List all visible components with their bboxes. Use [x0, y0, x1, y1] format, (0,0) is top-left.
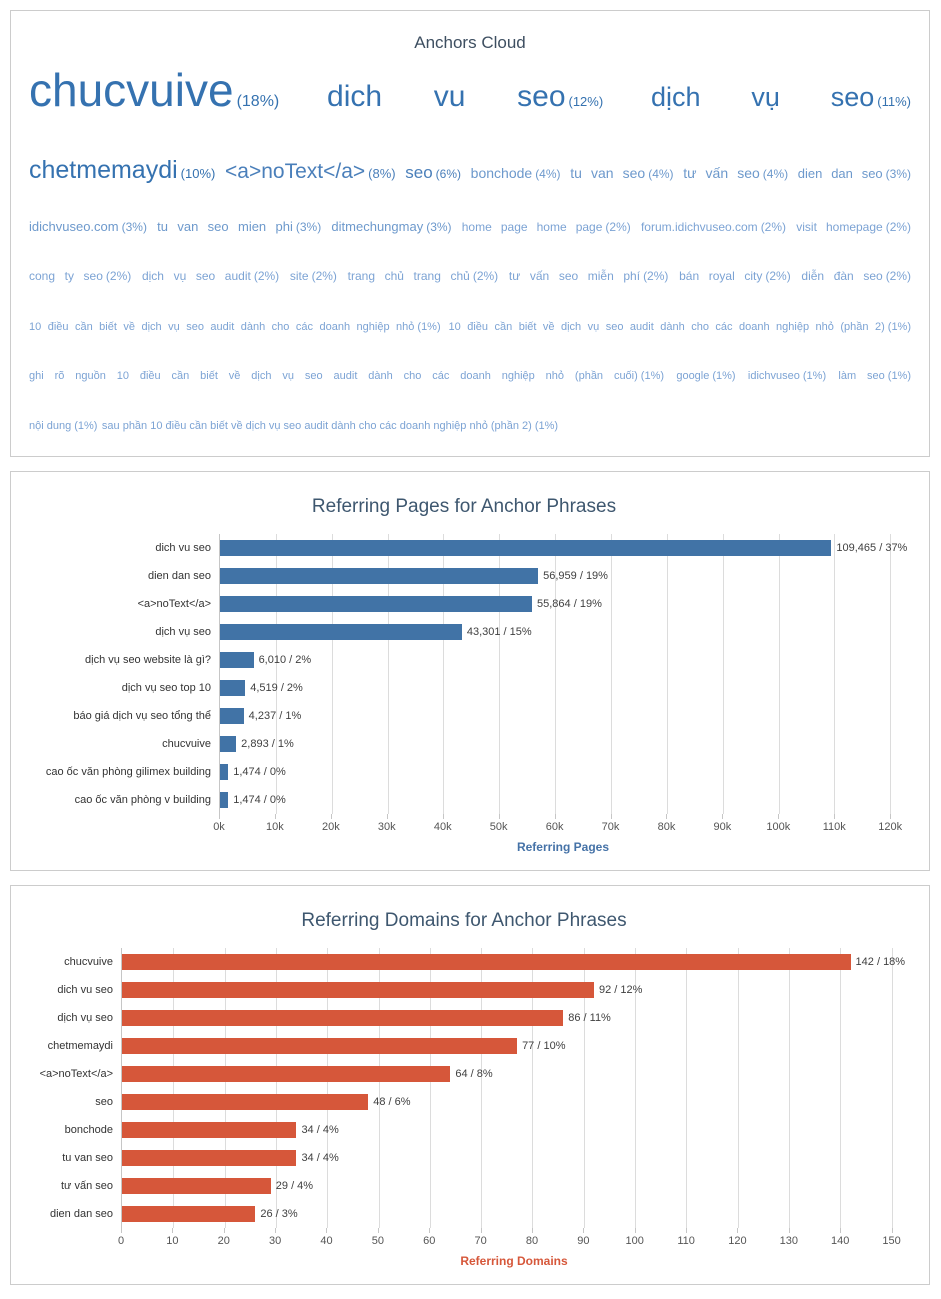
- cloud-word-percent: (3%): [426, 219, 452, 234]
- cloud-word-percent: (4%): [648, 167, 674, 182]
- bar[interactable]: [122, 1010, 563, 1026]
- x-tick-label: 80k: [657, 820, 676, 833]
- cloud-word-percent: (2%): [311, 269, 337, 284]
- cloud-word-label: dien dan seo: [797, 166, 883, 182]
- cloud-line: [29, 413, 911, 438]
- cloud-word[interactable]: [683, 165, 788, 181]
- cloud-word-label: visit homepage: [796, 219, 883, 234]
- tick-mark: [778, 814, 779, 819]
- bar-row: [122, 1200, 907, 1228]
- bar-row: [122, 976, 907, 1004]
- cloud-word[interactable]: [838, 370, 911, 382]
- bar[interactable]: [122, 1206, 255, 1222]
- x-tick-label: 130: [779, 1234, 799, 1247]
- tick-mark: [583, 1228, 584, 1233]
- category-label: bonchode: [64, 1123, 113, 1136]
- bar-value-label: 26 / 3%: [260, 1207, 298, 1220]
- cloud-line: [29, 314, 911, 364]
- x-tick-label: 40k: [433, 820, 452, 833]
- x-tick-label: 0: [117, 1234, 125, 1247]
- cloud-word[interactable]: [327, 80, 603, 113]
- x-axis-title: Referring Domains: [460, 1253, 568, 1268]
- bar-value-label: 2,893 / 1%: [241, 737, 294, 750]
- category-label: dịch vụ seo: [155, 625, 211, 638]
- tick-mark: [224, 1228, 225, 1233]
- bar-value-label: 48 / 6%: [373, 1095, 411, 1108]
- x-tick-label: 70: [474, 1234, 487, 1247]
- tick-mark: [443, 814, 444, 819]
- bar-value-label: 55,864 / 19%: [537, 597, 602, 610]
- category-label: <a>noText</a>: [137, 597, 211, 610]
- cloud-word-percent: (3%): [121, 219, 147, 234]
- cloud-word[interactable]: [570, 165, 673, 181]
- cloud-line: [29, 264, 911, 314]
- category-label: dịch vụ seo: [57, 1011, 113, 1024]
- tick-mark: [499, 814, 500, 819]
- referring-domains-chart: [21, 948, 907, 1268]
- cloud-word-label: ditmechungmay: [331, 218, 424, 234]
- bar-value-label: 1,474 / 0%: [233, 765, 286, 778]
- tick-mark: [666, 814, 667, 819]
- cloud-word-percent: (1%): [640, 370, 665, 383]
- cloud-word[interactable]: [801, 269, 911, 283]
- x-tick-label: 10: [166, 1234, 179, 1247]
- cloud-word[interactable]: [748, 370, 826, 382]
- bar-value-label: 34 / 4%: [301, 1151, 339, 1164]
- tick-mark: [481, 1228, 482, 1233]
- tick-mark: [722, 814, 723, 819]
- cloud-word-label: diễn đàn seo: [801, 269, 883, 284]
- cloud-word-label: trang chủ trang chủ: [347, 269, 470, 284]
- category-label: tu van seo: [62, 1151, 113, 1164]
- bar-value-label: 43,301 / 15%: [466, 625, 532, 638]
- cloud-word-label: 10 điều cần biết về dịch vụ seo audit dành cho các doanh nghiệp nhỏ (phần 2): [448, 320, 885, 333]
- x-tick-label: 100k: [766, 820, 791, 833]
- cloud-word-percent: (2%): [605, 219, 631, 234]
- cloud-word-percent: (10%): [180, 166, 216, 182]
- cloud-word-percent: (12%): [568, 94, 604, 109]
- bar-value-label: 34 / 4%: [301, 1123, 339, 1136]
- bar-value-label: 86 / 11%: [568, 1011, 611, 1024]
- cloud-word[interactable]: [471, 165, 561, 181]
- cloud-word[interactable]: [29, 370, 664, 382]
- bar-value-label: 109,465 / 37%: [836, 541, 908, 554]
- cloud-line: [29, 151, 911, 215]
- cloud-word-label: home page home page: [461, 219, 603, 234]
- tick-mark: [686, 1228, 687, 1233]
- bar-value-label: 6,010 / 2%: [258, 653, 312, 666]
- tick-mark: [429, 1228, 430, 1233]
- cloud-line: [29, 215, 911, 265]
- bar-value-label: 64 / 8%: [455, 1067, 493, 1080]
- cloud-word-percent: (2%): [643, 269, 669, 284]
- cloud-word[interactable]: [29, 64, 279, 116]
- cloud-word-label: tu van seo mien phi: [157, 218, 293, 234]
- plot-wrap: [117, 948, 907, 1268]
- bar[interactable]: [220, 736, 236, 752]
- bar-row: [220, 562, 907, 590]
- cloud-word[interactable]: [449, 321, 912, 333]
- cloud-word-label: forum.idichvuseo.com: [640, 219, 758, 234]
- cloud-word-label: <a>noText</a>: [225, 160, 366, 184]
- bar-value-label: 29 / 4%: [275, 1179, 314, 1192]
- bar-row: [122, 1004, 907, 1032]
- cloud-word-percent: (1%): [802, 370, 827, 383]
- category-label: tư vấn seo: [60, 1179, 113, 1192]
- cloud-word-label: 10 điều cần biết về dịch vụ seo audit dành cho các doanh nghiệp nhỏ: [29, 320, 415, 333]
- bar-row: [220, 534, 907, 562]
- cloud-word-percent: (2%): [760, 219, 787, 234]
- cloud-word-label: bán royal city: [679, 269, 763, 284]
- x-axis-ticks: [117, 1228, 907, 1250]
- chart-title: Referring Domains for Anchor Phrases: [301, 909, 627, 931]
- cloud-line: [29, 363, 911, 413]
- tick-mark: [611, 814, 612, 819]
- bar[interactable]: [122, 1122, 296, 1138]
- cloud-word-label: làm seo: [838, 370, 885, 383]
- bar-value-label: 56,959 / 19%: [543, 569, 608, 582]
- category-label: chetmemaydi: [47, 1039, 113, 1052]
- bar-row: [220, 618, 907, 646]
- bar[interactable]: [220, 764, 228, 780]
- cloud-word-percent: (3%): [295, 219, 322, 234]
- tick-mark: [834, 814, 835, 819]
- category-label: <a>noText</a>: [39, 1067, 113, 1080]
- bar-value-label: 77 / 10%: [522, 1039, 566, 1052]
- referring-pages-chart-panel: [10, 471, 930, 871]
- bar-value-label: 92 / 12%: [599, 983, 643, 996]
- anchors-cloud-panel: [10, 10, 930, 457]
- tick-mark: [890, 814, 891, 819]
- bar[interactable]: [220, 540, 831, 556]
- cloud-word-percent: (1%): [712, 370, 736, 383]
- cloud-word[interactable]: [509, 269, 669, 283]
- bar[interactable]: [122, 954, 851, 970]
- bar-value-label: 4,237 / 1%: [248, 709, 302, 722]
- cloud-word-percent: (1%): [887, 370, 912, 383]
- tick-mark: [532, 1228, 533, 1233]
- cloud-word-percent: (1%): [887, 320, 912, 333]
- bar-row: [122, 1172, 907, 1200]
- x-axis-title: Referring Pages: [516, 839, 610, 854]
- category-label: dich vu seo: [155, 541, 211, 554]
- tick-mark: [172, 1228, 173, 1233]
- cloud-word-percent: (6%): [435, 167, 462, 182]
- x-tick-label: 60k: [545, 820, 564, 833]
- cloud-word-label: dịch vụ seo audit: [141, 269, 251, 284]
- bar-row: [122, 1116, 907, 1144]
- cloud-word-percent: (11%): [877, 94, 911, 109]
- bar-value-label: 1,474 / 0%: [233, 793, 286, 806]
- x-tick-label: 20k: [321, 820, 340, 833]
- bar-row: [220, 646, 907, 674]
- bar[interactable]: [122, 982, 594, 998]
- x-tick-label: 100: [625, 1234, 644, 1247]
- x-tick-label: 110: [677, 1234, 695, 1247]
- cloud-word[interactable]: [29, 269, 131, 283]
- cloud-word-label: chucvuive: [29, 64, 234, 116]
- x-tick-label: 0k: [213, 820, 225, 833]
- cloud-word-label: tư vấn seo: [683, 165, 760, 182]
- cloud-word[interactable]: [29, 420, 97, 432]
- cloud-word[interactable]: [102, 420, 558, 432]
- cloud-word[interactable]: [142, 269, 279, 283]
- bar[interactable]: [122, 1038, 517, 1054]
- cloud-word-label: chetmemaydi: [29, 156, 178, 185]
- bar[interactable]: [122, 1066, 450, 1082]
- cloud-word-percent: (2%): [105, 269, 132, 284]
- plot-wrap: [213, 534, 908, 854]
- tick-mark: [275, 814, 276, 819]
- cloud-word-percent: (2%): [472, 269, 499, 284]
- anchors-cloud-title: Anchors Cloud: [414, 33, 526, 52]
- cloud-word-percent: (1%): [74, 420, 98, 433]
- cloud-word[interactable]: [676, 370, 735, 382]
- bar[interactable]: [220, 624, 462, 640]
- category-label: dien dan seo: [148, 569, 211, 582]
- cloud-word-percent: (8%): [368, 166, 396, 182]
- bar-row: [220, 702, 907, 730]
- x-tick-label: 50k: [489, 820, 508, 833]
- cloud-word[interactable]: [157, 219, 321, 234]
- category-label: cao ốc văn phòng v building: [74, 793, 211, 806]
- chart-title: Referring Pages for Anchor Phrases: [311, 495, 617, 517]
- tick-mark: [121, 1228, 122, 1233]
- x-tick-label: 120k: [878, 820, 903, 833]
- category-label: dịch vụ seo top 10: [121, 681, 211, 694]
- cloud-word-label: idichvuseo: [747, 370, 800, 383]
- tick-mark: [275, 1228, 276, 1233]
- cloud-word[interactable]: [641, 220, 786, 234]
- x-tick-label: 20: [217, 1234, 230, 1247]
- x-tick-label: 150: [882, 1234, 901, 1247]
- cloud-word-percent: (2%): [885, 219, 912, 234]
- cloud-line: [29, 55, 911, 151]
- cloud-word-percent: (4%): [762, 167, 789, 182]
- category-label: seo: [95, 1095, 113, 1108]
- x-tick-label: 30k: [377, 820, 396, 833]
- cloud-word-label: google: [676, 370, 710, 383]
- bar-row: [122, 1144, 907, 1172]
- cloud-word-label: nội dung: [29, 420, 72, 433]
- cloud-word-percent: (18%): [236, 93, 280, 110]
- bar[interactable]: [122, 1178, 271, 1194]
- cloud-word-label: seo: [405, 163, 433, 183]
- cloud-word-label: dịch vụ seo: [650, 82, 875, 112]
- referring-domains-chart-panel: [10, 885, 930, 1285]
- cloud-word[interactable]: [796, 220, 911, 234]
- cloud-word[interactable]: [290, 269, 337, 283]
- bar[interactable]: [122, 1094, 368, 1110]
- bar-row: [122, 1088, 907, 1116]
- cloud-word[interactable]: [405, 163, 461, 182]
- bar[interactable]: [220, 680, 245, 696]
- bar[interactable]: [220, 568, 538, 584]
- x-tick-label: 90: [577, 1234, 590, 1247]
- bar-value-label: 142 / 18%: [855, 955, 906, 968]
- cloud-word-percent: (2%): [253, 269, 280, 284]
- x-tick-label: 140: [831, 1234, 850, 1247]
- category-label: dich vu seo: [57, 983, 113, 996]
- cloud-word-label: idichvuseo.com: [29, 218, 119, 234]
- category-column: [21, 948, 121, 1268]
- cloud-word-label: sau phần 10 điều cần biết về dịch vụ seo audit dành cho các doanh nghiệp nhỏ (phần 2): [101, 420, 532, 433]
- cloud-word[interactable]: [348, 269, 499, 283]
- cloud-word[interactable]: [29, 156, 215, 184]
- x-tick-label: 40: [320, 1234, 333, 1247]
- category-label: chucvuive: [162, 737, 211, 750]
- cloud-word-percent: (1%): [534, 420, 559, 433]
- category-label: dịch vụ seo website là gì?: [85, 653, 211, 666]
- x-tick-label: 50: [371, 1234, 384, 1247]
- cloud-word-percent: (2%): [885, 269, 912, 284]
- tick-mark: [789, 1228, 790, 1233]
- tick-mark: [219, 814, 220, 819]
- bar-row: [122, 1032, 907, 1060]
- cloud-word-percent: (4%): [535, 167, 561, 182]
- category-column: [21, 534, 219, 854]
- bar-row: [220, 730, 907, 758]
- x-tick-label: 60: [423, 1234, 436, 1247]
- cloud-word[interactable]: [462, 220, 631, 234]
- cloud-word-label: dich vu seo: [327, 80, 566, 113]
- bar-row: [220, 590, 907, 618]
- category-label: chucvuive: [64, 955, 113, 968]
- x-tick-label: 80: [525, 1234, 539, 1247]
- x-tick-label: 10k: [266, 820, 284, 833]
- bar-row: [220, 786, 907, 814]
- category-label: dien dan seo: [50, 1207, 113, 1220]
- tick-mark: [331, 814, 332, 819]
- cloud-word[interactable]: [798, 166, 911, 181]
- x-tick-label: 90k: [713, 820, 732, 833]
- cloud-word[interactable]: [651, 82, 911, 112]
- x-tick-label: 70k: [601, 820, 620, 833]
- category-label: báo giá dịch vụ seo tổng thể: [73, 709, 211, 722]
- bar-row: [220, 674, 907, 702]
- tick-mark: [840, 1228, 841, 1233]
- x-tick-label: 120: [728, 1234, 747, 1247]
- cloud-word-label: tu van seo: [570, 165, 646, 182]
- tick-mark: [326, 1228, 327, 1233]
- cloud-word[interactable]: [331, 219, 451, 234]
- tick-mark: [378, 1228, 379, 1233]
- tick-mark: [387, 814, 388, 819]
- cloud-word-percent: (2%): [765, 269, 791, 284]
- tick-mark: [635, 1228, 636, 1233]
- referring-pages-chart: [21, 534, 907, 854]
- tick-mark: [737, 1228, 738, 1233]
- category-label: cao ốc văn phòng gilimex building: [45, 765, 211, 778]
- tick-mark: [892, 1228, 893, 1233]
- bar[interactable]: [122, 1150, 296, 1166]
- cloud-word[interactable]: [225, 160, 396, 183]
- plot-area: [121, 948, 907, 1228]
- bar[interactable]: [220, 792, 228, 808]
- cloud-word-percent: (1%): [417, 320, 441, 333]
- anchors-cloud: [29, 55, 911, 438]
- bar-value-label: 4,519 / 2%: [250, 681, 303, 694]
- cloud-word-label: ghi rõ nguồn 10 điều cần biết về dịch vụ seo audit dành cho các doanh nghiệp nhỏ (phần cuối): [29, 370, 638, 383]
- page-root: [0, 10, 941, 1285]
- tick-mark: [555, 814, 556, 819]
- bar-row: [122, 948, 907, 976]
- bar-row: [220, 758, 907, 786]
- bar[interactable]: [220, 596, 532, 612]
- x-axis-ticks: [213, 814, 907, 836]
- bar[interactable]: [220, 652, 254, 668]
- cloud-word[interactable]: [29, 321, 441, 333]
- cloud-word-percent: (3%): [885, 167, 911, 182]
- x-tick-label: 30: [268, 1234, 282, 1247]
- cloud-word-label: bonchode: [470, 165, 533, 182]
- cloud-word[interactable]: [29, 219, 147, 234]
- cloud-word-label: cong ty seo: [29, 269, 103, 284]
- x-tick-label: 110k: [822, 820, 846, 833]
- cloud-word-label: site: [289, 269, 309, 284]
- cloud-word[interactable]: [679, 269, 791, 283]
- plot-area: [219, 534, 907, 814]
- cloud-word-label: tư vấn seo miễn phí: [508, 269, 641, 284]
- bar-row: [122, 1060, 907, 1088]
- bar[interactable]: [220, 708, 244, 724]
